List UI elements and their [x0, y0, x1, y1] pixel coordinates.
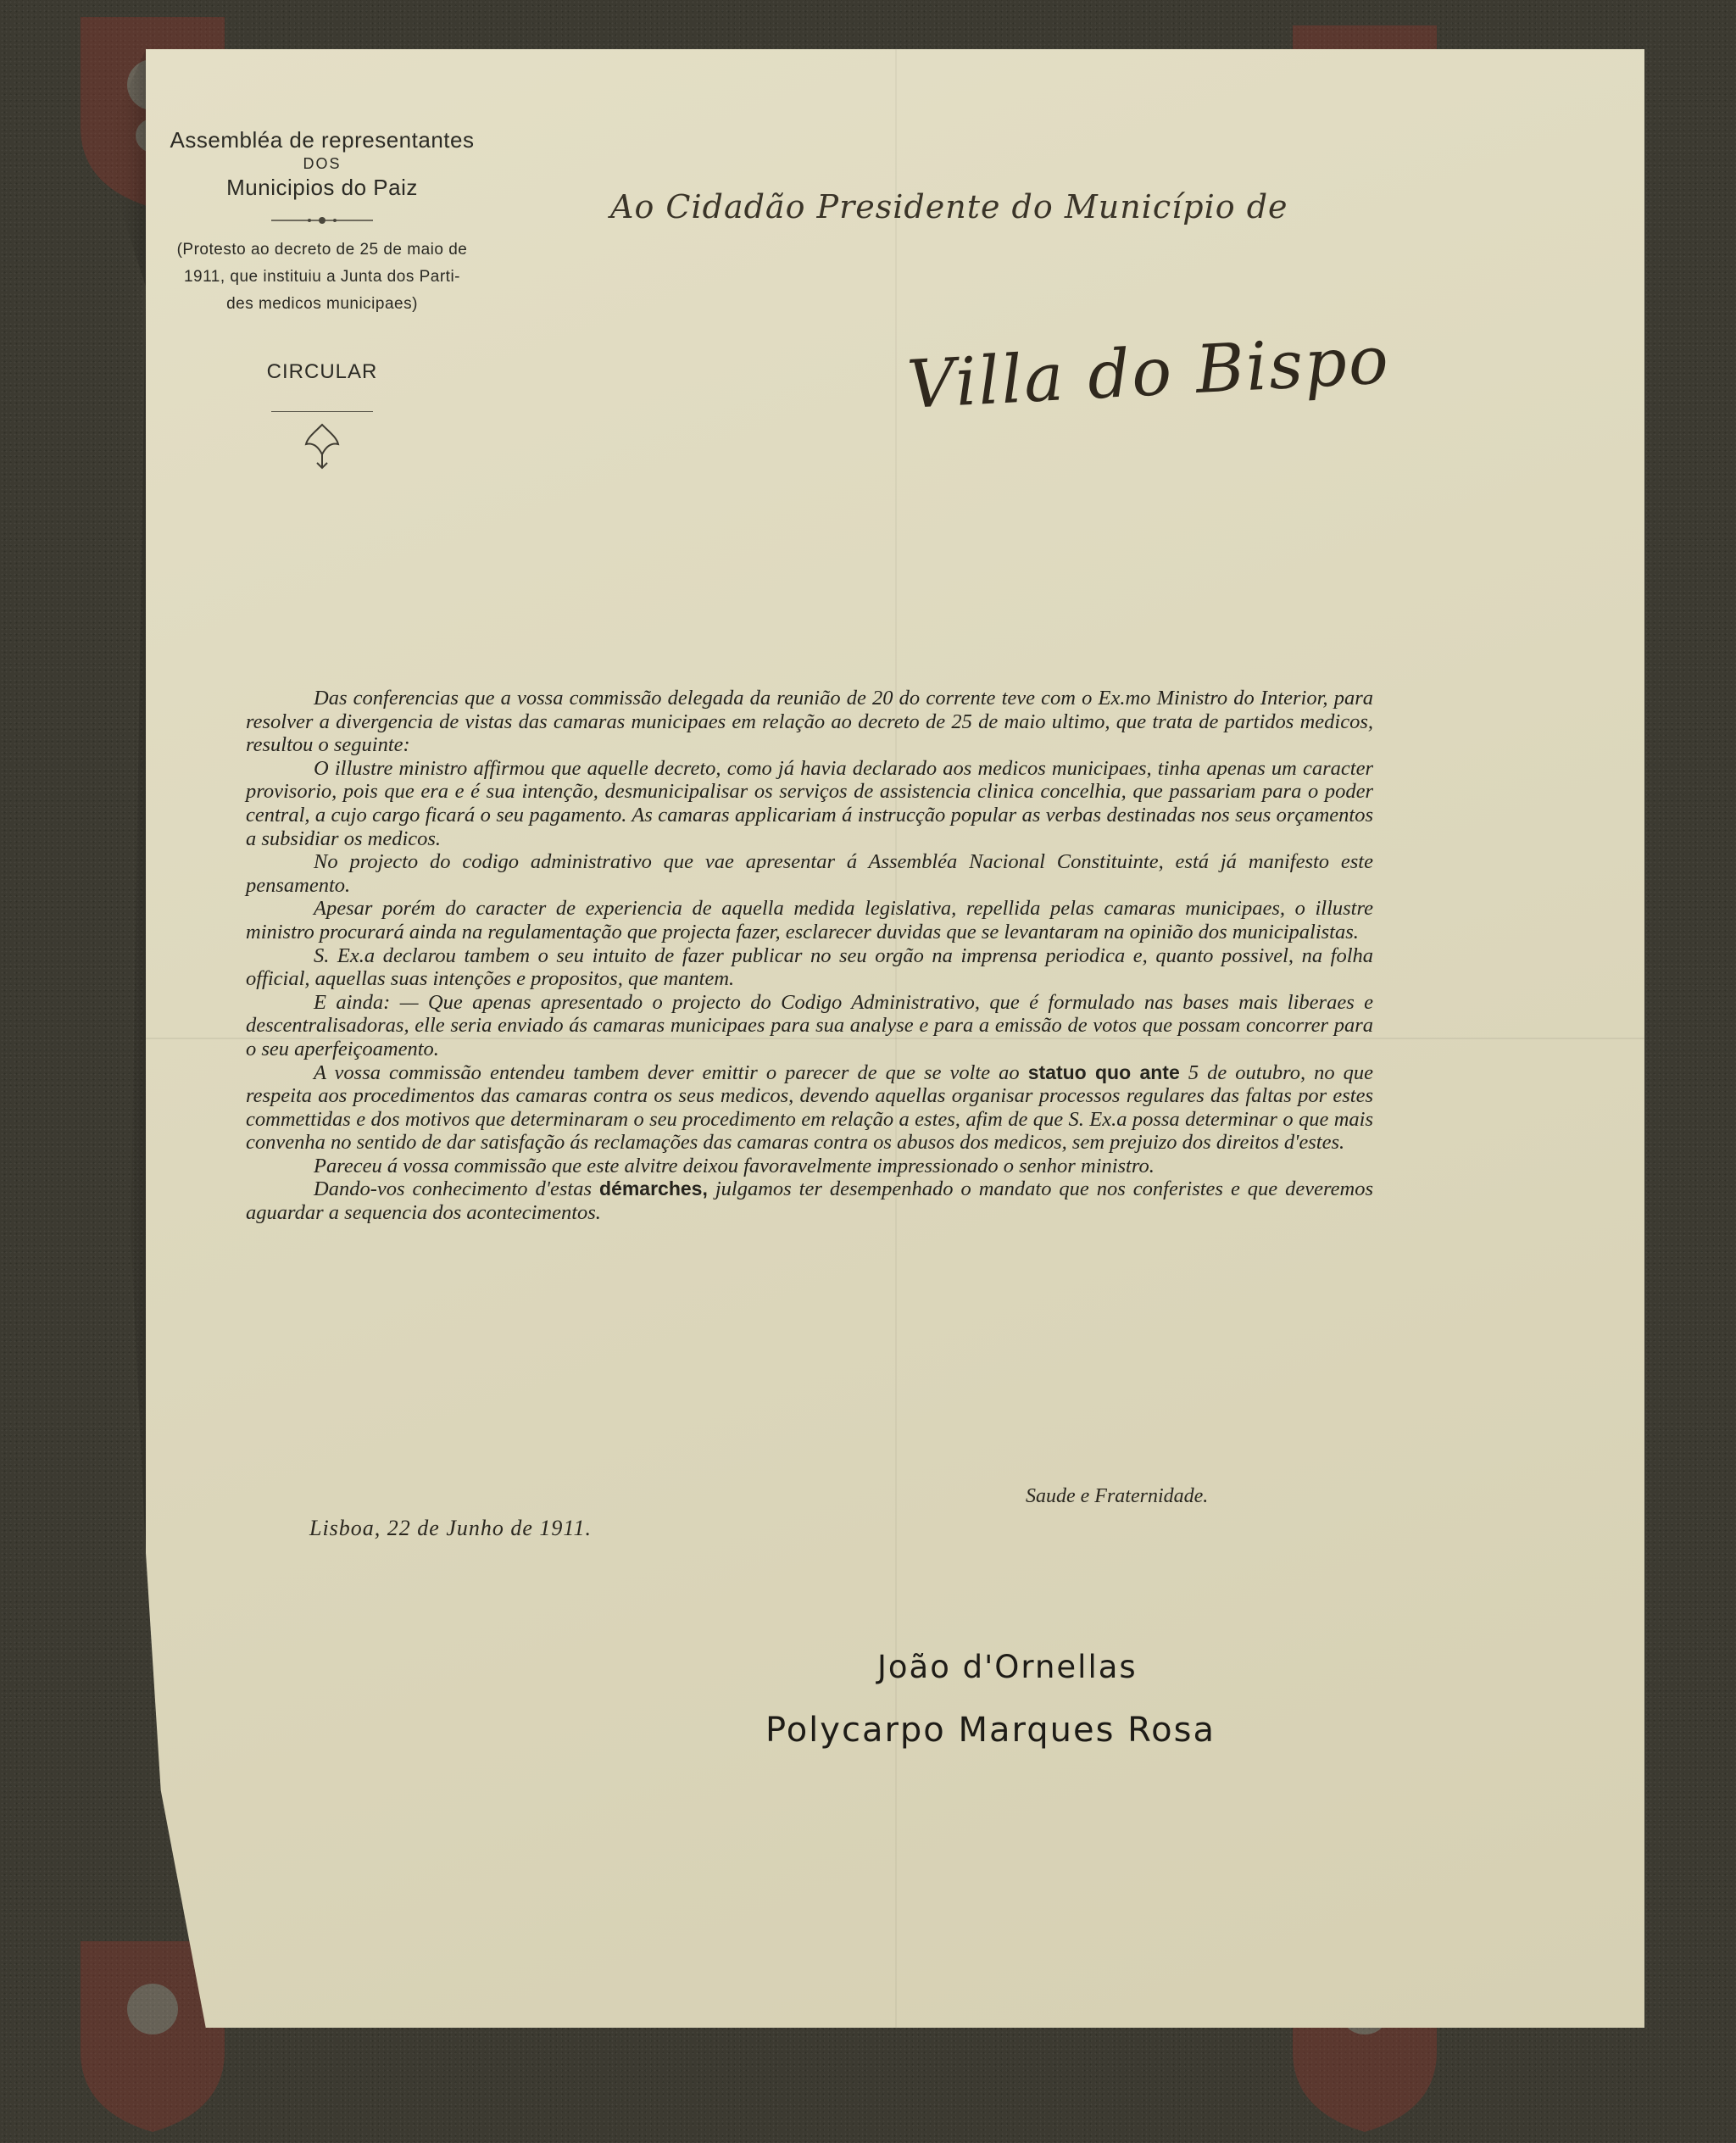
paragraph-7	[246, 1061, 1373, 1155]
paragraph-6: E ainda: — Que apenas apresentado o projecto do Codigo Administrativo, que é formulado nas bases mais liberaes e descentralisadoras, elle seria enviado ás camaras municipaes para sua analyse e para a emissão de votos que possam concorrer para o seu aperfeiçoamento.	[246, 990, 1373, 1060]
paragraph-7-end: 5 de outubro, no que respeita aos procedimentos das camaras contra os seus medicos, devendo aquellas organisar processos regulares das faltas por estes commettidas e dos motivos que determinaram o seu procedimento em relação a estes, afim de que S. Ex.a possa determinar o que mais convenha no sentido de dar satisfação ás reclamações das camaras contra os abusos dos medicos, sem prejuizo dos direitos d'estes.	[246, 1060, 1374, 1155]
letter-body	[246, 687, 1373, 1225]
rule-divider	[271, 411, 373, 412]
paragraph-7-start: A vossa commissão entendeu tambem dever emittir o parecer de que se volte ao	[314, 1060, 1020, 1084]
statuo-quo-ante-term: statuo quo ante	[1027, 1060, 1180, 1083]
signatory-2: Polycarpo Marques Rosa	[765, 1711, 1216, 1750]
ornament-divider-icon	[271, 213, 373, 228]
paragraph-1: Das conferencias que a vossa commissão delegada da reunião de 20 do corrente teve com o Ex.mo Ministro do Interior, para resolver a divergencia de vistas das camaras municipaes em relação ao decreto de 25 de maio ultimo, que trata de partidos medicos, resultou o seguinte:	[246, 687, 1373, 757]
protest-line-2: 1911, que instituiu a Junta dos Parti-	[183, 268, 460, 286]
demarches-term: démarches,	[599, 1177, 708, 1200]
circular-label: CIRCULAR	[266, 360, 378, 383]
letterhead-line-1: Assembléa de representantes	[170, 127, 475, 153]
recipient-handwritten: Villa do Bispo	[905, 322, 1392, 424]
paragraph-5: S. Ex.a declarou tambem o seu intuito de fazer publicar no seu orgão na imprensa periodica e, quanto possivel, na folha official, aquellas suas intenções e propositos, que mantem.	[246, 943, 1373, 991]
paragraph-9	[246, 1177, 1373, 1224]
protest-line-1: (Protesto ao decreto de 25 de maio de	[176, 241, 468, 259]
paragraph-8: Pareceu á vossa commissão que este alvitre deixou favoravelmente impressionado o senhor ministro.	[314, 1154, 1155, 1177]
closing-salutation: Saude e Fraternidade.	[1026, 1485, 1209, 1507]
paragraph-3: No projecto do codigo administrativo que vae apresentar á Assembléa Nacional Constituinte, está já manifesto este pensamento.	[246, 850, 1373, 897]
protest-note	[136, 237, 509, 318]
letterhead	[136, 127, 509, 471]
fleuron-ornament-icon	[301, 420, 343, 471]
protest-line-3: des medicos municipaes)	[226, 295, 418, 313]
paragraph-4: Apesar porém do caracter de experiencia de aquella medida legislativa, repellida pelas camaras municipaes, o illustre ministro procurará ainda na regulamentação que projecta fazer, esclarecer duvidas que se levantaram na opinião dos municipalistas.	[246, 897, 1373, 943]
paragraph-9-start: Dando-vos conhecimento d'estas	[314, 1177, 593, 1201]
salutation-line: Ao Cidadão Presidente do Município de	[610, 188, 1288, 225]
paragraph-9-end: julgamos ter desempenhado o mandato que nos conferistes e que deveremos aguardar a sequencia dos acontecimentos.	[246, 1177, 1374, 1225]
paragraph-2: O illustre ministro affirmou que aquelle decreto, como já havia declarado aos medicos municipaes, tinha apenas um caracter provisorio, pois que era e é sua intenção, desmunicipalisar os serviços de assistencia clinica concelhia, que passariam para o poder central, a cujo cargo ficará o seu pagamento. As camaras applicariam á instrucção popular as verbas destinadas nos seus orçamentos a subsidiar os medicos.	[246, 756, 1373, 850]
signatory-1: João d'Ornellas	[877, 1649, 1138, 1685]
letterhead-line-3: Municipios do Paiz	[226, 175, 418, 200]
dateline: Lisboa, 22 de Junho de 1911.	[309, 1516, 592, 1540]
letterhead-line-2: DOS	[303, 155, 342, 172]
